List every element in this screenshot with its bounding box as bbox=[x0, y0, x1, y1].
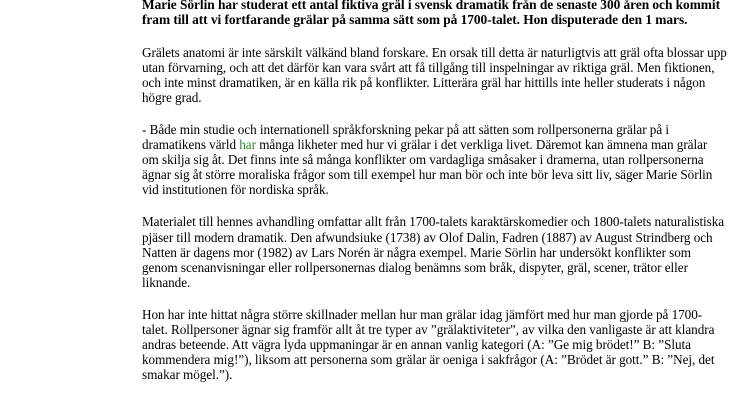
paragraph-4: Hon har inte hittat några större skillnader mellan hur man grälar idag jämfört med hur man gjorde på 1700-talet. Rollpersoner ägnar sig framför allt åt tre typer av ”grälaktiviteter”, av vilka den vanligaste är att klandra andras beteende. Att vägra lyda uppmaningar är en annan vanlig kategori (A: ”Ge mig brödet!” B: ”Sluta kommendera mig!”), liksom att personerna som grälar är oeniga i sakfrågor (A: ”Brödet är gott.” B: ”Nej, det smakar mögel.”). bbox=[142, 306, 715, 383]
inline-link-har[interactable]: har bbox=[239, 137, 256, 153]
paragraph-gap bbox=[142, 105, 727, 122]
paragraph-3: Materialet till hennes avhandling omfattar allt från 1700-talets karaktärskomedier och 1800-talets naturalistiska pjäser till modern dramatik. Den afwundsiuke (1738) av Olof Dalin, Fadren (1887) av August Strindberg och Natten är dagens mor (1982) av Lars Norén är några exempel. Marie Sörlin har undersökt konflikter som genom scenanvisningar eller rollpersonernas dialog benämns som bråk, dispyter, gräl, scener, trätor eller liknande. bbox=[142, 214, 725, 290]
paragraph-2-end: många likheter med hur vi grälar i det verkliga livet. Däremot kan ämnena man grälar om skilja sig åt. Det finns inte så många konflikter om vardagliga småsaker i dramerna, utan rollpersonerna ägnar sig åt större moraliska frågor som till exempel hur man bör och inte bör leva sitt liv, säger Marie Sörlin vid institutionen för nordiska språk. bbox=[142, 137, 713, 198]
paragraph-1: Grälets anatomi är inte särskilt välkänd bland forskare. En orsak till detta är naturligtvis att gräl ofta blossar upp utan förvarning, och att det därför kan vara svårt att få tillgång till inspelningar av riktiga gräl. Men fiktionen, och inte minst dramatiken, är en källa rik på konflikter. Litterära gräl har hittills inte heller studerats i någon högre grad. bbox=[142, 44, 727, 105]
paragraph-gap bbox=[142, 197, 727, 214]
article-lead: Marie Sörlin har studerat ett antal fiktiva gräl i svensk dramatik från de senaste 300 åren och kommit fram till att vi fortfarande grälar på samma sätt som på 1700-talet. Hon disputerade den 1 mars. bbox=[142, 0, 720, 28]
paragraph-gap bbox=[142, 290, 727, 307]
paragraph-2 bbox=[142, 122, 727, 197]
article bbox=[142, 0, 727, 382]
paragraph-2-start: - Både min studie och internationell språkforskning pekar på att sätten som rollpersonerna grälar på i dramatikens värld bbox=[142, 121, 669, 153]
paragraph-gap bbox=[142, 28, 727, 45]
